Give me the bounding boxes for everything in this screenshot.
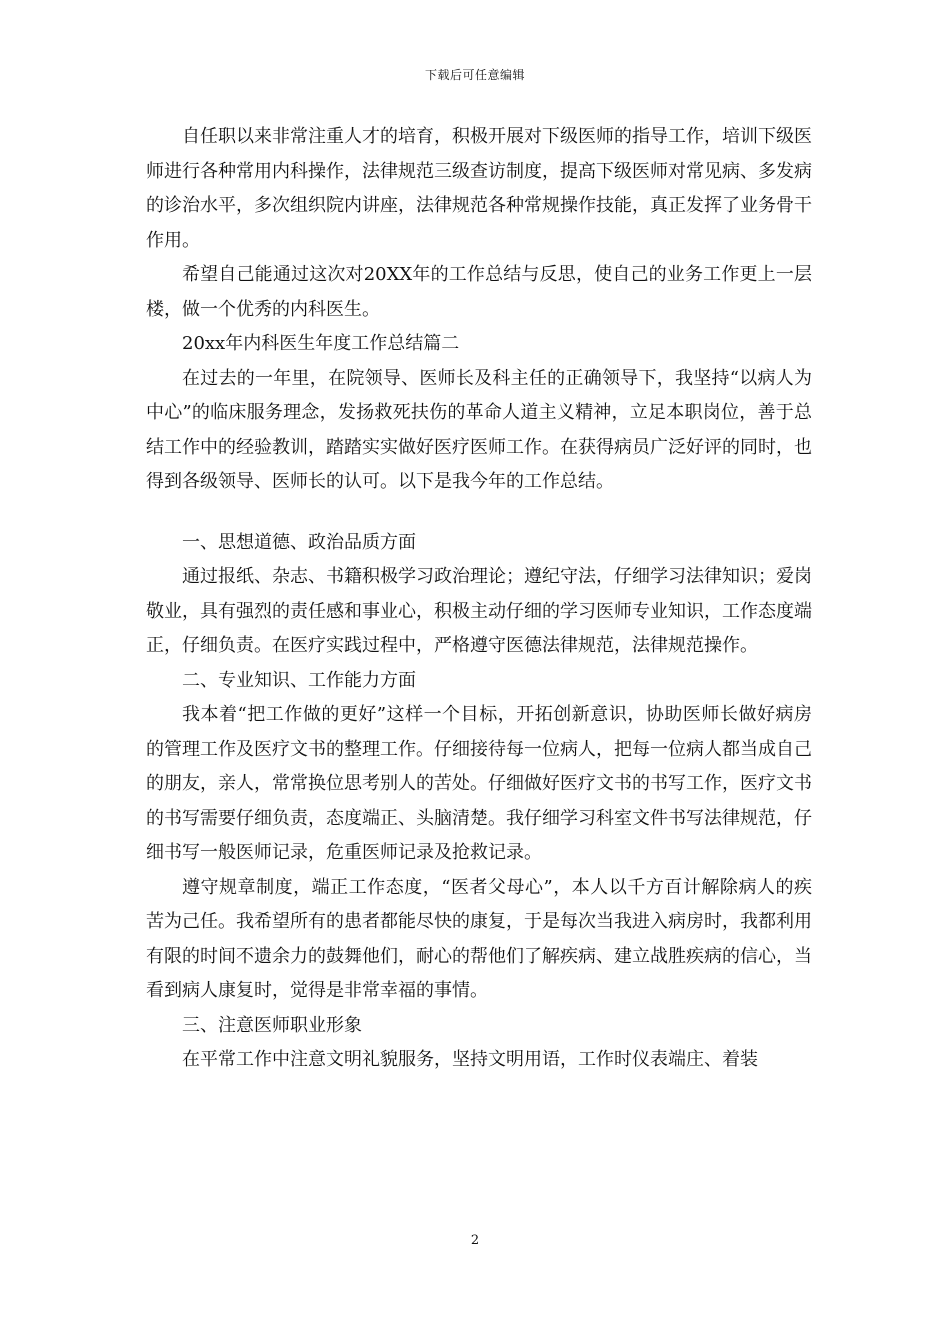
page-header: 下载后可任意编辑 [424,68,525,82]
paragraph-hope: 希望自己能通过这次对20XX年的工作总结与反思，使自己的业务工作更上一层楼，做一个优秀的内科医生。 [146,264,812,320]
heading-ethics: 一、思想道德、政治品质方面 [182,531,416,553]
paragraph-professional-knowledge: 我本着“把工作做的更好”这样一个目标，开拓创新意识，协助医师长做好病房的管理工作及医疗文书的整理工作。仔细接待每一位病人，把每一位病人都当成自己的朋友，亲人，常常换位思考别人的苦处。仔细做好医疗文书的书写工作，医疗文书的书写需要仔细负责，态度端正、头脑清楚。我仔细学习科室文件书写法律规范，仔细书写一般医师记录，危重医师记录及抢救记录。 [146,704,812,863]
heading-professional-knowledge: 二、专业知识、工作能力方面 [182,669,416,691]
paragraph-rules: 遵守规章制度，端正工作态度，“医者父母心”，本人以千方百计解除病人的疾苦为己任。我希望所有的患者都能尽快的康复，于是每次当我进入病房时，我都利用有限的时间不遗余力的鼓舞他们，耐心的帮他们了解疾病、建立战胜疾病的信心，当看到病人康复时，觉得是非常幸福的事情。 [146,876,812,1001]
page-number: 2 [470,1233,480,1248]
paragraph-past-year: 在过去的一年里，在院领导、医师长及科主任的正确领导下，我坚持“以病人为中心”的临床服务理念，发扬救死扶伤的革命人道主义精神，立足本职岗位，善于总结工作中的经验教训，踏踏实实做好医疗医师工作。在获得病员广泛好评的同时，也得到各级领导、医师长的认可。以下是我今年的工作总结。 [146,367,812,492]
blank-line [146,500,812,526]
paragraph-talent-training: 自任职以来非常注重人才的培育，积极开展对下级医师的指导工作，培训下级医师进行各种常用内科操作，法律规范三级查访制度，提高下级医师对常见病、多发病的诊治水平，多次组织院内讲座，法律规范各种常规操作技能，真正发挥了业务骨干作用。 [146,126,812,251]
section-title-part-two: 20xx年内科医生年度工作总结篇二 [182,333,460,354]
document-body [146,120,812,1078]
heading-professional-image: 三、注意医师职业形象 [182,1014,362,1036]
paragraph-professional-image: 在平常工作中注意文明礼貌服务，坚持文明用语，工作时仪表端庄、着装 [182,1049,758,1070]
paragraph-ethics: 通过报纸、杂志、书籍积极学习政治理论；遵纪守法，仔细学习法律知识；爱岗敬业，具有强烈的责任感和事业心，积极主动仔细的学习医师专业知识，工作态度端正，仔细负责。在医疗实践过程中，严格遵守医德法律规范，法律规范操作。 [146,566,812,656]
